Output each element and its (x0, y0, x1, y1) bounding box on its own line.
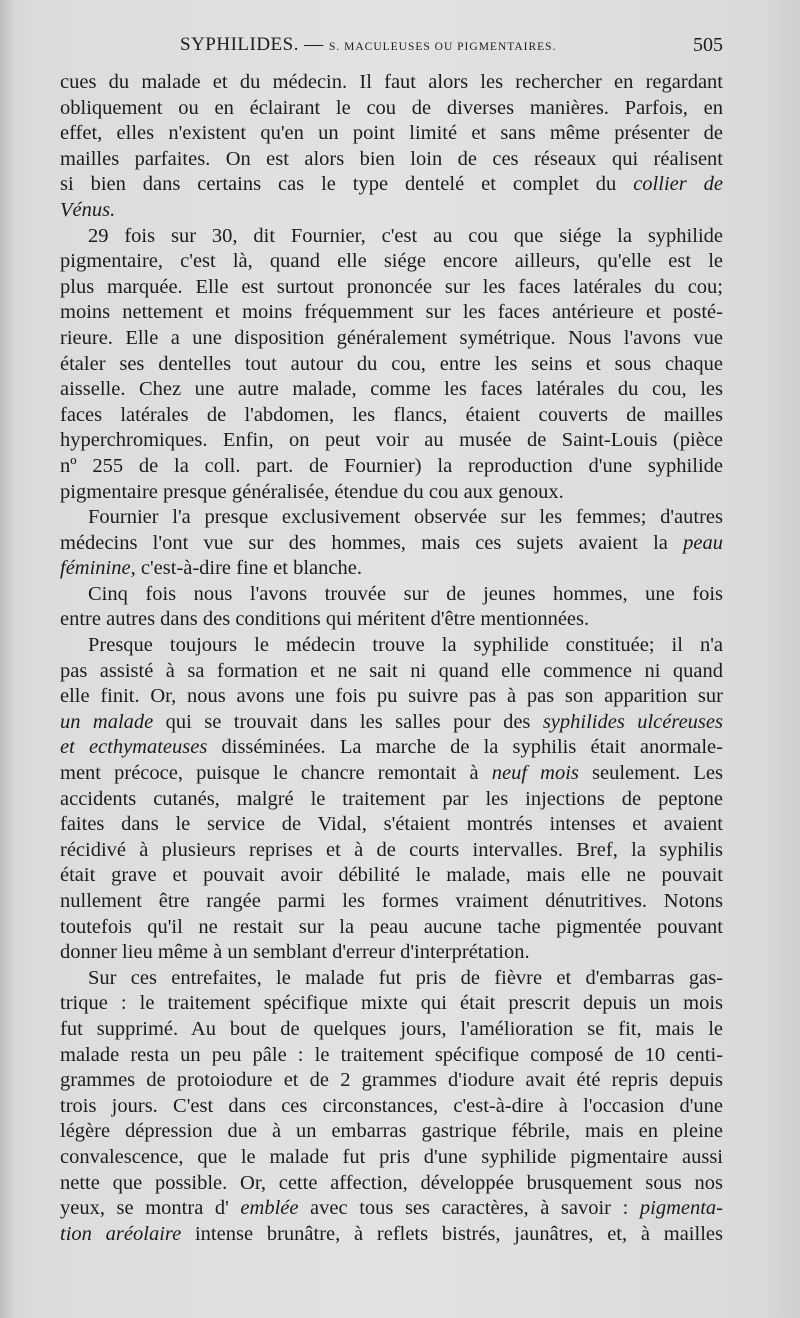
text-line (60, 940, 723, 966)
text-run: elle finit. Or, nous avons une fois pu suivre pas à pas son apparition sur (60, 685, 723, 708)
text-run: faces latérales de l'abdomen, les flancs, étaient couverts de mailles (60, 403, 723, 426)
text-line (60, 1171, 723, 1197)
text-run: , c'est-à-dire fine et blanche. (130, 557, 362, 580)
text-line (60, 659, 723, 685)
text-run: pas assisté à sa formation et ne sait ni quand elle commence ni quand (60, 659, 723, 682)
text-run: obliquement ou en éclairant le cou de diverses manières. Parfois, en (60, 96, 723, 119)
text-line (60, 1017, 723, 1043)
text-line (60, 531, 723, 557)
text-run: cues du malade et du médecin. Il faut alors les rechercher en regardant (60, 71, 723, 93)
text-run (229, 1197, 241, 1219)
text-run: accidents cutanés, malgré le traitement par les injections de peptone (60, 787, 723, 810)
running-title-main: SYPHILIDES. — (180, 34, 324, 55)
italic-run: neuf mois (491, 762, 579, 785)
text-run: entre autres dans des conditions qui méritent d'être mentionnées. (60, 608, 590, 631)
text-line (60, 428, 723, 454)
text-line (60, 172, 723, 198)
text-run: qui se trouvait dans les salles pour des (153, 710, 543, 733)
text-line (60, 147, 723, 173)
text-line (60, 249, 723, 275)
text-line (60, 352, 723, 378)
text-run: trois jours. C'est dans ces circonstances, c'est-à-dire à l'occasion d'une (60, 1094, 723, 1117)
text-line (60, 735, 723, 761)
text-run: si bien dans certains cas le type dentelé et complet du (60, 173, 617, 196)
text-run (668, 532, 683, 554)
running-title (180, 34, 556, 56)
italic-run: un malade (60, 710, 154, 733)
italic-run: et ecthymateuses (60, 736, 208, 759)
text-run: Fournier l'a presque exclusivement observée sur les femmes; d'autres (88, 506, 723, 529)
text-run: toutefois qu'il ne restait sur la peau aucune tache pigmentée pouvant (60, 915, 723, 938)
text-run: plus marquée. Elle est surtout prononcée sur les faces latérales du cou; (60, 275, 723, 298)
text-run (479, 762, 492, 784)
text-run: pigmentaire, c'est là, quand elle siége encore ailleurs, qu'elle est le (60, 250, 723, 273)
text-line (60, 863, 723, 889)
text-line (60, 70, 723, 96)
italic-run: Vénus. (60, 198, 116, 221)
text-run: malade resta un peu pâle : le traitement spécifique composé de 10 centi- (60, 1043, 723, 1066)
text-line (60, 505, 723, 531)
text-run: Presque toujours le médecin trouve la syphilide constituée; il n'a (88, 634, 723, 657)
italic-run: tion aréolaire (60, 1222, 182, 1245)
text-line (60, 121, 723, 147)
text-line (60, 838, 723, 864)
text-line (60, 275, 723, 301)
text-line (60, 403, 723, 429)
text-run: fut supprimé. Au bout de quelques jours, l'amélioration se fit, mais le (60, 1017, 723, 1040)
body-text (60, 70, 723, 1247)
text-line (60, 1068, 723, 1094)
text-run: intense brunâtre, à reflets bistrés, jaunâtres, et, à mailles (181, 1222, 723, 1245)
text-run: légère dépression due à un embarras gastrique fébrile, mais en pleine (60, 1120, 723, 1143)
text-line (60, 454, 723, 480)
text-line (60, 761, 723, 787)
text-run: convalescence, que le malade fut pris d'une syphilide pigmentaire aussi (60, 1145, 723, 1168)
text-line (60, 480, 723, 506)
text-line (60, 915, 723, 941)
text-run: hyperchromiques. Enfin, on peut voir au musée de Saint-Louis (pièce (60, 429, 723, 452)
text-run: trique : le traitement spécifique mixte qui était prescrit depuis un mois (60, 992, 723, 1015)
text-run: médecins l'ont vue sur des hommes, mais ces sujets avaient la (60, 531, 668, 554)
text-line (60, 326, 723, 352)
text-line (60, 96, 723, 122)
text-run: avec tous ses caractères, à savoir : (298, 1197, 629, 1220)
text-run: étaler ses dentelles tout autour du cou, entre les seins et sous chaque (60, 352, 723, 375)
text-line (60, 787, 723, 813)
italic-run: peau (683, 531, 723, 554)
text-line (60, 377, 723, 403)
text-line (60, 633, 723, 659)
text-run: récidivé à plusieurs reprises et à de courts intervalles. Bref, la syphilis (60, 838, 723, 861)
text-run (628, 1197, 640, 1219)
italic-run: syphilides ulcéreuses (542, 710, 723, 733)
text-line (60, 1043, 723, 1069)
text-line (60, 710, 723, 736)
italic-run: collier de (633, 173, 723, 196)
text-run: nº 255 de la coll. part. de Fournier) la reproduction d'une syphilide (60, 454, 723, 477)
text-line (60, 889, 723, 915)
text-run: Cinq fois nous l'avons trouvée sur de jeunes hommes, une fois (88, 582, 723, 605)
text-run (616, 173, 633, 195)
text-run: moins nettement et moins fréquemment sur les faces antérieure et posté- (60, 301, 723, 324)
running-head (60, 34, 723, 64)
text-line (60, 1222, 723, 1248)
text-run: disséminées. La marche de la syphilis était anormale- (207, 736, 723, 759)
text-line (60, 300, 723, 326)
text-run: yeux, se montra d' (60, 1197, 229, 1220)
text-line (60, 198, 723, 224)
running-title-subtitle: S. MACULEUSES OU PIGMENTAIRES. (328, 41, 557, 53)
italic-run: emblée (240, 1197, 299, 1220)
text-line (60, 684, 723, 710)
text-run: nette que possible. Or, cette affection, développée brusquement sous nos (60, 1171, 723, 1194)
text-run: effet, elles n'existent qu'en un point limité et sans même présenter de (60, 122, 723, 145)
text-run: ment précoce, puisque le chancre remontait à (60, 762, 479, 785)
text-run: aisselle. Chez une autre malade, comme les faces latérales du cou, les (60, 378, 723, 401)
text-run: seulement. Les (578, 762, 723, 785)
text-run: Sur ces entrefaites, le malade fut pris de fièvre et d'embarras gas- (88, 966, 723, 989)
text-line (60, 556, 723, 582)
text-run: mailles parfaites. On est alors bien loin de ces réseaux qui réalisent (60, 147, 723, 170)
text-line (60, 1145, 723, 1171)
text-run: était grave et pouvait avoir débilité le malade, mais elle ne pouvait (60, 864, 723, 887)
text-line (60, 966, 723, 992)
text-line (60, 582, 723, 608)
italic-run: pigmenta- (639, 1197, 723, 1220)
text-run: faites dans le service de Vidal, s'étaient montrés intenses et avaient (60, 813, 723, 836)
text-line (60, 1094, 723, 1120)
text-line (60, 1119, 723, 1145)
text-run: rieure. Elle a une disposition généralement symétrique. Nous l'avons vue (60, 326, 723, 349)
text-line (60, 812, 723, 838)
text-run: donner lieu même à un semblant d'erreur d'interprétation. (60, 941, 530, 964)
page-number: 505 (693, 34, 723, 56)
text-line (60, 224, 723, 250)
text-run: 29 fois sur 30, dit Fournier, c'est au cou que siége la syphilide (88, 224, 723, 247)
text-line (60, 1196, 723, 1222)
text-run: nullement être rangée parmi les formes vraiment dénutritives. Notons (60, 890, 723, 912)
text-run: grammes de protoiodure et de 2 grammes d'iodure avait été repris depuis (60, 1069, 723, 1092)
text-line (60, 991, 723, 1017)
text-line (60, 607, 723, 633)
italic-run: féminine (60, 557, 131, 580)
text-run: pigmentaire presque généralisée, étendue du cou aux genoux. (60, 480, 564, 503)
